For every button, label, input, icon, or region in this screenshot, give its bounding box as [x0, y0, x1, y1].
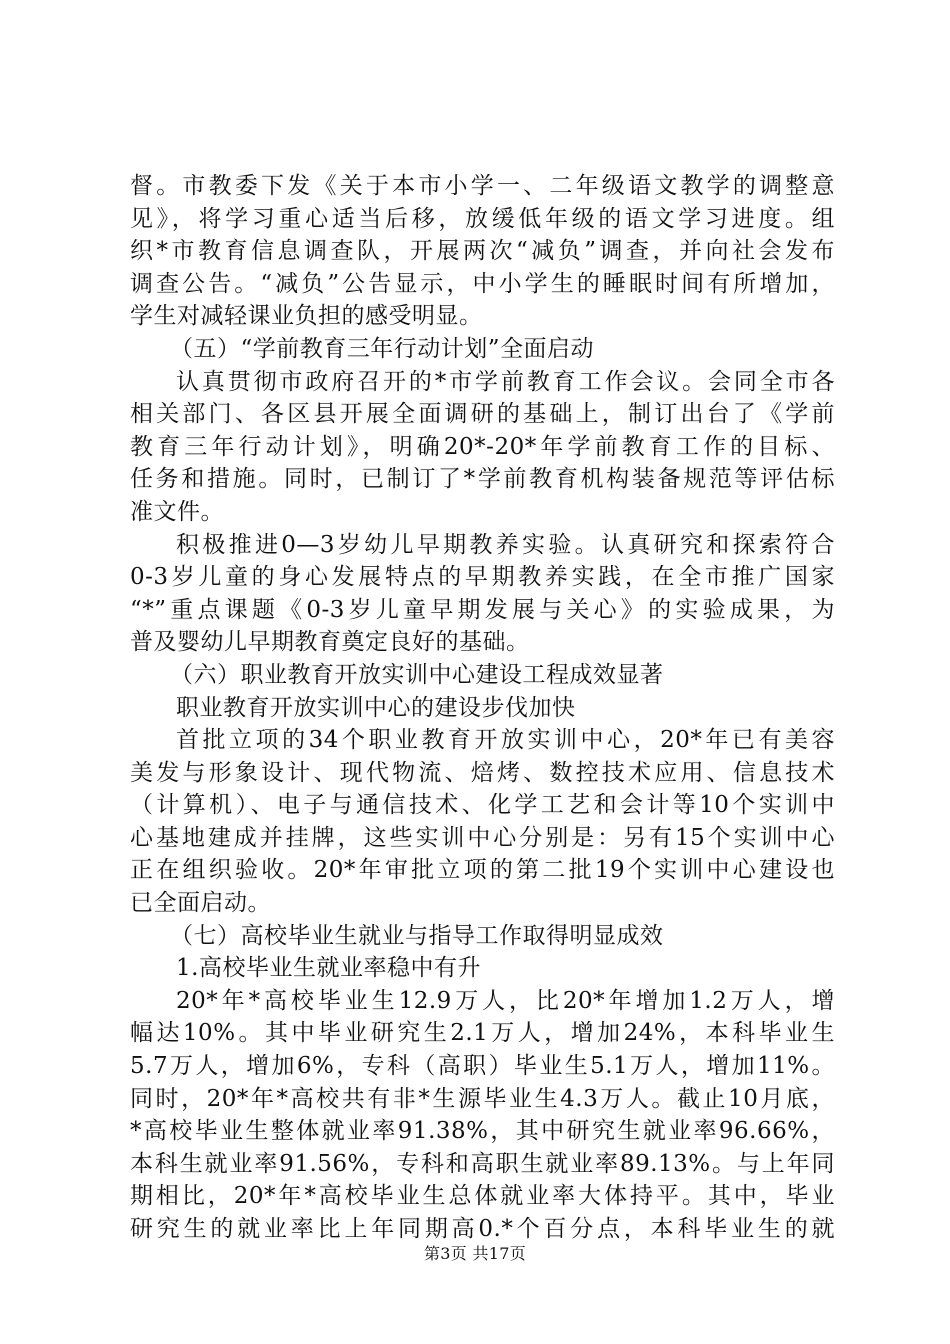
body-line: *高校毕业生整体就业率91.38%，其中研究生就业率96.66%，: [130, 1118, 835, 1145]
body-line: 心基地建成并挂牌，这些实训中心分别是：另有15个实训中心: [130, 824, 835, 851]
body-line: 准文件。: [130, 498, 224, 525]
body-line: 研究生的就业率比上年同期高0.*个百分点，本科毕业生的就: [130, 1216, 835, 1242]
body-line: 0-3岁儿童的身心发展特点的早期教养实践，在全市推广国家: [130, 564, 835, 591]
body-line: 首批立项的34个职业教育开放实训中心，20*年已有美容: [176, 727, 835, 754]
section-heading: （六）职业教育开放实训中心建设工程成效显著: [170, 661, 664, 688]
body-line: 美发与形象设计、现代物流、焙烤、数控技术应用、信息技术: [130, 759, 835, 786]
body-line: 认真贯彻市政府召开的*市学前教育工作会议。会同全市各: [176, 368, 835, 395]
document-body: [130, 170, 835, 1246]
subsection-heading: 1.高校毕业生就业率稳中有升: [176, 955, 481, 982]
body-line: 本科生就业率91.56%，专科和高职生就业率89.13%。与上年同: [130, 1150, 835, 1177]
body-line: 调查公告。“减负”公告显示，中小学生的睡眠时间有所增加，: [130, 270, 835, 297]
body-line: 见》，将学习重心适当后移，放缓低年级的语文学习进度。组: [130, 205, 835, 232]
body-line: 期相比，20*年*高校毕业生总体就业率大体持平。其中，毕业: [130, 1183, 835, 1210]
body-line: 已全面启动。: [130, 890, 271, 917]
body-line: 正在组织验收。20*年审批立项的第二批19个实训中心建设也: [130, 857, 835, 884]
body-line: 督。市教委下发《关于本市小学一、二年级语文教学的调整意: [130, 173, 835, 199]
body-line: 学生对减轻课业负担的感受明显。: [130, 303, 483, 330]
body-line: 同时，20*年*高校共有非*生源毕业生4.3万人。截止10月底，: [130, 1085, 835, 1112]
body-line: 织*市教育信息调查队，开展两次“减负”调查，并向社会发布: [130, 238, 835, 265]
body-line: 普及婴幼儿早期教育奠定良好的基础。: [130, 629, 530, 656]
body-line: （计算机）、电子与通信技术、化学工艺和会计等10个实训中: [130, 792, 835, 819]
section-heading: （五）“学前教育三年行动计划”全面启动: [170, 335, 595, 362]
body-line: 任务和措施。同时，已制订了*学前教育机构装备规范等评估标: [130, 466, 835, 493]
section-heading: （七）高校毕业生就业与指导工作取得明显成效: [170, 922, 664, 949]
body-line: “*”重点课题《0-3岁儿童早期发展与关心》的实验成果，为: [130, 596, 835, 623]
subsection-heading: 职业教育开放实训中心的建设步伐加快: [176, 694, 576, 721]
page-number-footer: 第3页 共17页: [423, 1244, 527, 1263]
body-line: 20*年*高校毕业生12.9万人，比20*年增加1.2万人，增: [176, 987, 835, 1014]
body-line: 积极推进0—3岁幼儿早期教养实验。认真研究和探索符合: [176, 531, 835, 558]
body-line: 相关部门、各区县开展全面调研的基础上，制订出台了《学前: [130, 401, 835, 428]
body-line: 幅达10%。其中毕业研究生2.1万人，增加24%，本科毕业生: [130, 1020, 835, 1047]
body-line: 教育三年行动计划》，明确20*-20*年学前教育工作的目标、: [130, 433, 835, 460]
body-line: 5.7万人，增加6%，专科（高职）毕业生5.1万人，增加11%。: [130, 1053, 835, 1080]
